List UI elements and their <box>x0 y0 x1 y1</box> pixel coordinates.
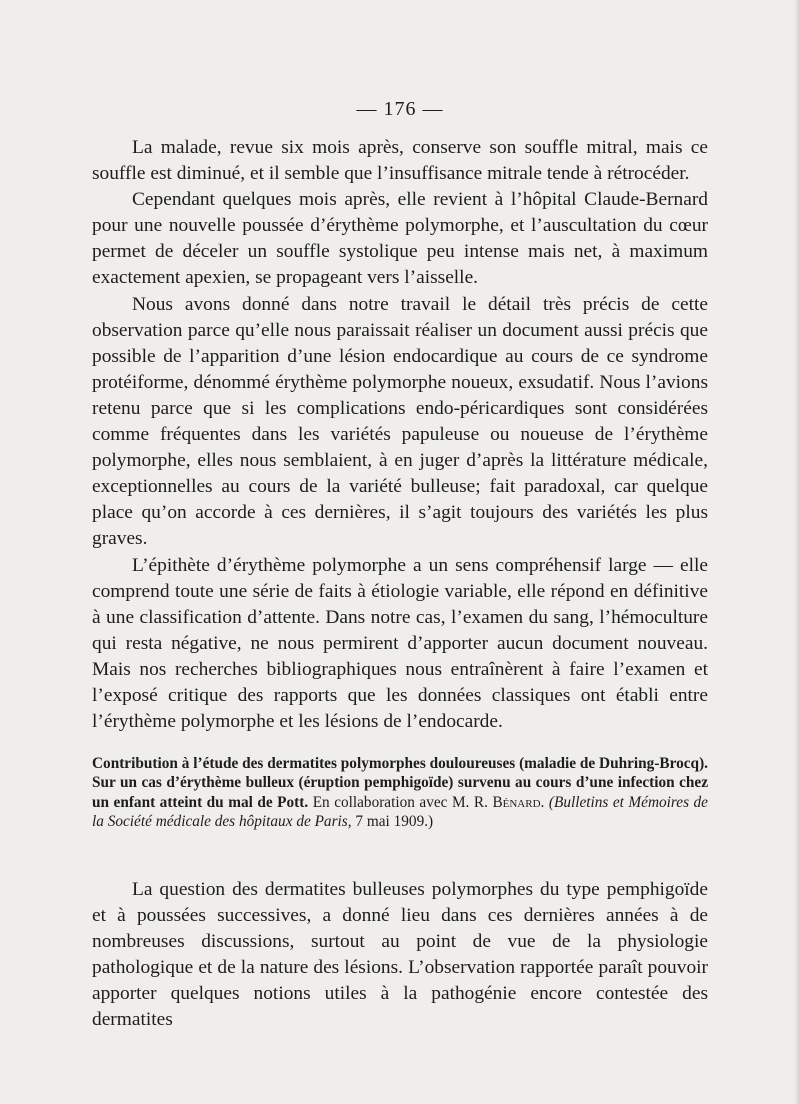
paragraph-5: La question des dermatites bulleuses polymorphes du type pemphigoïde et à poussées successives, a donné lieu dans ces dernières années à de nombreuses discussions, surtout au point de vue de la physiologie pathologique et de la nature des lésions. L’observation rapportée paraît pouvoir apporter quelques notions utiles à la pathogénie encore contestée des dermatites <box>92 879 708 1031</box>
paragraph-3: Nous avons donné dans notre travail le détail très précis de cette observation parce qu’elle nous paraissait réaliser un document aussi précis que possible de l’apparition d’une lésion endocardique au cours de ce syndrome protéiforme, dénommé érythème polymorphe noueux, exsudatif. Nous l’avions retenu parce que si les complications endo-péricardiques sont considérées comme fréquentes dans les variétés papuleuse ou noueuse de l’érythème polymorphe, elles nous semblaient, à en juger d’après la littérature médicale, exceptionnelles au cours de la variété bulleuse; fait paradoxal, car quelque place qu’on accorde à ces dernières, il s’agit toujours des variétés les plus graves. <box>92 293 708 550</box>
text-block-bottom <box>92 877 708 1034</box>
page-number: — 176 — <box>356 98 444 120</box>
text-block-top <box>92 135 708 735</box>
bibliography-date: 7 mai 1909.) <box>355 813 434 831</box>
paragraph-2: Cependant quelques mois après, elle revient à l’hôpital Claude-Bernard pour une nouvelle poussée d’érythème polymorphe, et l’auscultation du cœur permet de déceler un souffle systolique peu intense mais net, à maximum exactement apexien, se propageant vers l’aisselle. <box>92 189 708 289</box>
bibliography-title: Contribution à l’étude des dermatites polymorphes douloureuses (maladie de Duhring-Brocq). Sur un cas d’érythème bulleux (éruption pemphigoïde) survenu au cours d’une infection chez un enfant atteint du mal de Pott. <box>92 755 708 811</box>
paragraph-1: La malade, revue six mois après, conserve son souffle mitral, mais ce souffle est diminué, et il semble que l’insuffisance mitrale tende à rétrocéder. <box>92 137 708 185</box>
paragraph-4: L’épithète d’érythème polymorphe a un sens compréhensif large — elle comprend toute une série de faits à étiologie variable, elle répond en définitive à une classification d’attente. Dans notre cas, l’examen du sang, l’hémoculture qui resta négative, ne nous permirent d’apporter aucun document nouveau. Mais nos recherches bibliographiques nous entraînèrent à faire l’examen et l’exposé critique des rapports que les données classiques ont établi entre l’érythème polymorphe et les lésions de l’endocarde. <box>92 554 708 733</box>
bibliography-journal: (Bulletins et Mémoires de la Société médicale des hôpitaux de Paris, <box>92 793 708 831</box>
bibliography-entry <box>92 754 708 832</box>
bibliography-collab-prefix: En collaboration <box>312 793 415 811</box>
page-edge-shadow <box>794 0 800 1104</box>
bibliography-author: Bénard. <box>492 793 545 811</box>
bibliography-collab-with: avec M. R. <box>419 793 488 811</box>
